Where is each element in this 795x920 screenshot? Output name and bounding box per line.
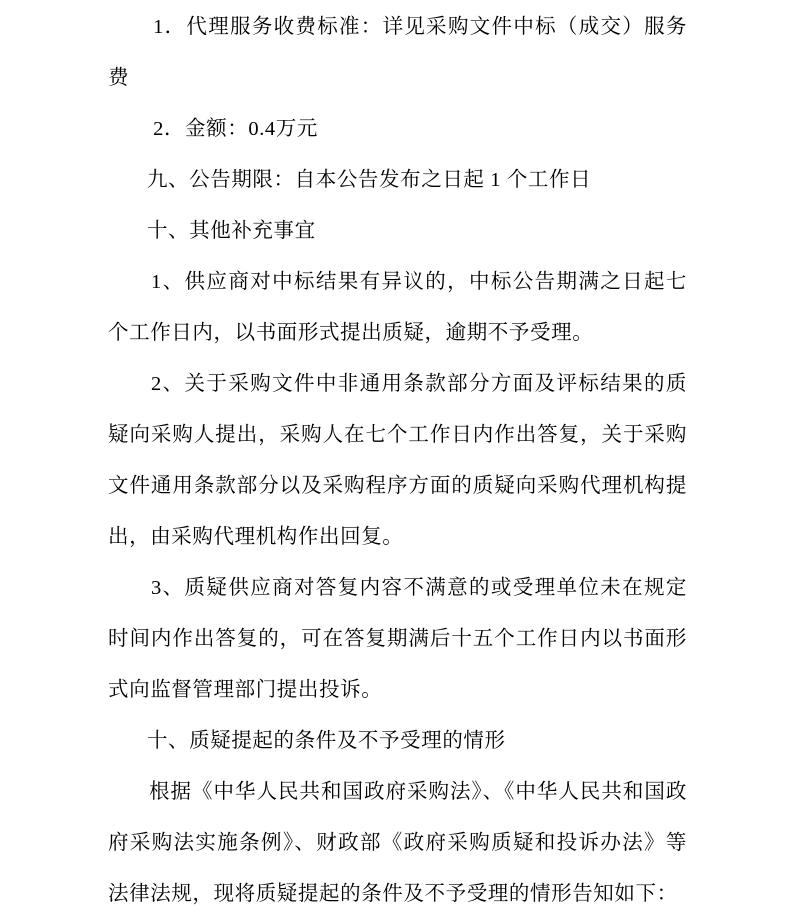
- paragraph-legal-basis: 根据《中华人民共和国政府采购法》、《中华人民共和国政府采购法实施条例》、财政部《政府采购质疑和投诉办法》等法律法规，现将质疑提起的条件及不予受理的情形告知如下：: [108, 781, 687, 905]
- paragraph-item-2: 2、关于采购文件中非通用条款部分方面及评标结果的质疑向采购人提出，采购人在七个工作日内作出答复，关于采购文件通用条款部分以及采购程序方面的质疑向采购代理机构提出，由采购代理机构作出回复。: [108, 373, 687, 548]
- paragraph-item-1: 1、供应商对中标结果有异议的，中标公告期满之日起七个工作日内，以书面形式提出质疑，逾期不予受理。: [108, 271, 687, 344]
- paragraph-fee-standard: 1．代理服务收费标准：详见采购文件中标（成交）服务费: [108, 16, 687, 89]
- paragraph-fee-amount: 2．金额：0.4万元: [153, 118, 318, 140]
- paragraph-section-ten-b: 十、质疑提起的条件及不予受理的情形: [146, 730, 506, 752]
- paragraph-section-nine: 九、公告期限：自本公告发布之日起 1 个工作日: [146, 169, 592, 191]
- paragraph-item-3: 3、质疑供应商对答复内容不满意的或受理单位未在规定时间内作出答复的，可在答复期满后十五个工作日内以书面形式向监督管理部门提出投诉。: [108, 577, 687, 701]
- document-body: [108, 0, 687, 920]
- paragraph-section-ten: 十、其他补充事宜: [146, 220, 316, 242]
